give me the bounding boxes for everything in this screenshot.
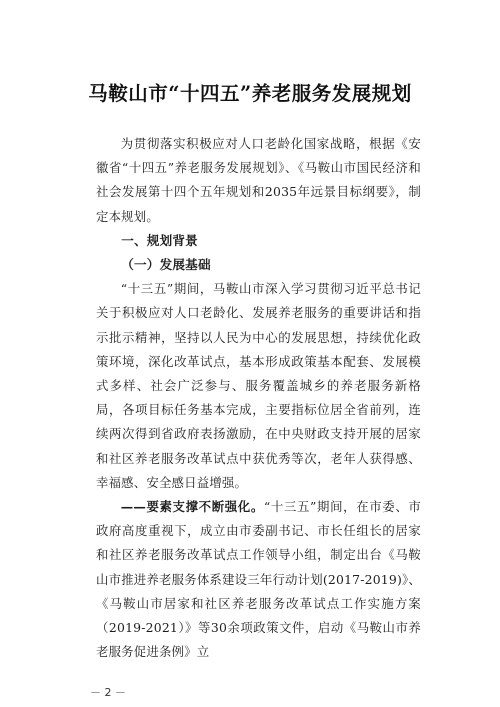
document-title: 马鞍山市“十四五”养老服务发展规划 bbox=[88, 82, 412, 105]
page-number: － 2 － bbox=[90, 686, 126, 699]
section-heading: 一、规划背景 bbox=[121, 232, 198, 248]
background-paragraph: “十三五”期间，马鞍山市深入学习贯彻习近平总书记关于积极应对人口老龄化、发展养老服务的重要讲话和指示批示精神，坚持以人民为中心的发展思想，持续优化政策环境，深化改革试点，基本形成政策基本配套、发展模式多样、社会广泛参与、服务覆盖城乡的养老服务新格局，各项目标任务基本完成，主要指标位居全省前列，连续两次得到省政府表扬激励，在中央财政支持开展的居家和社区养老服务改革试点中获优秀等次，老年人获得感、幸福感、安全感日益增强。 bbox=[96, 281, 421, 490]
paragraph-lead: ——要素支撑不断强化。 bbox=[120, 499, 264, 515]
intro-paragraph: 为贯彻落实积极应对人口老龄化国家战略，根据《安徽省“十四五”养老服务发展规划》、《马鞍山市国民经济和社会发展第十四个五年规划和2035年远景目标纲要》，制定本规划。 bbox=[96, 136, 421, 224]
paragraph-text: “十三五”期间，在市委、市政府高度重视下，成立由市委副书记、市长任组长的居家和社区养老服务改革试点工作领导小组，制定出台《马鞍山市推进养老服务体系建设三年行动计划(2017-2019)》、《马鞍山市居家和社区养老服务改革试点工作实施方案（2019-2021）》等30余项政策文件，启动《马鞍山市养老服务促进条例》立 bbox=[96, 499, 421, 660]
support-paragraph bbox=[96, 495, 421, 664]
document-body bbox=[96, 132, 421, 664]
subsection-heading: （一）发展基础 bbox=[121, 257, 211, 273]
